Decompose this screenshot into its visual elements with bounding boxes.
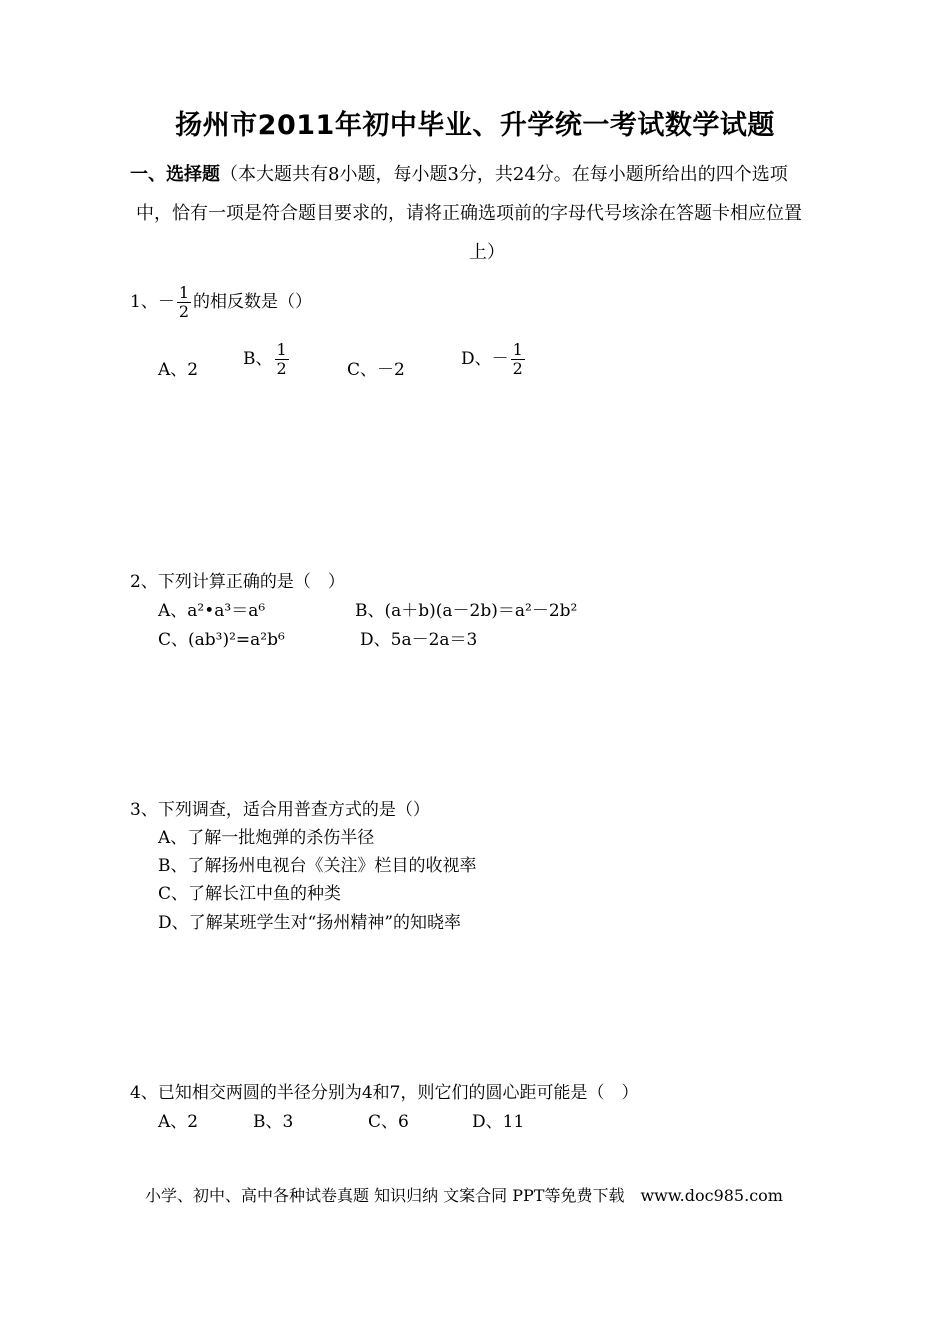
question-4-option-d: D、11 [472,1112,525,1132]
section-1-intro-line1 [130,155,788,194]
question-2-option-a: A、a²•a³＝a⁶ [158,601,266,621]
question-2-stem: 2、下列计算正确的是（ ） [130,572,345,592]
question-3-option-d: D、了解某班学生对“扬州精神”的知晓率 [158,913,462,933]
question-1-prefix: 1、－ [130,292,175,312]
question-4-option-b: B、3 [253,1112,294,1132]
fraction-numerator: 1 [512,340,523,359]
question-1-suffix: 的相反数是（） [193,292,313,312]
question-4-option-a: A、2 [158,1112,199,1132]
question-2-option-d: D、5a－2a＝3 [360,630,478,650]
fraction-one-half [275,341,289,378]
fraction-denominator: 2 [512,359,523,378]
section-1-instruction-part2: 中，恰有一项是符合题目要求的，请将正确选项前的字母代号垓涂在答题卡相应位置 [136,203,802,224]
question-3-option-c: C、了解长江中鱼的种类 [158,884,342,904]
fraction-one-half [177,284,191,321]
question-4-option-c: C、6 [368,1112,409,1132]
question-1-option-d [461,341,527,378]
option-d-label: D、－ [461,349,509,369]
question-1-stem [130,284,312,321]
fraction-denominator: 2 [178,302,190,321]
question-4-stem: 4、已知相交两圆的半径分别为4和7，则它们的圆心距可能是（ ） [130,1083,639,1103]
page-title: 扬州市2011年初中毕业、升学统一考试数学试题 [175,110,775,141]
question-1-option-c: C、－2 [347,360,405,380]
section-1-instruction-part1: （本大题共有8小题，每小题3分，共24分。在每小题所给出的四个选项 [220,164,788,185]
option-b-label: B、 [243,349,273,369]
fraction-one-half [511,341,525,378]
question-1-option-a: A、2 [158,360,199,380]
question-3-option-a: A、了解一批炮弹的杀伤半径 [158,828,375,848]
question-3-stem: 3、下列调查，适合用普查方式的是（） [130,800,430,820]
fraction-numerator: 1 [276,340,287,359]
question-1-option-b [243,341,291,378]
question-2-option-c: C、(ab³)²=a²b⁶ [158,630,285,650]
section-1-instruction-part3: 上） [469,242,505,263]
fraction-numerator: 1 [178,283,190,302]
footer-watermark: 小学、初中、高中各种试卷真题 知识归纳 文案合同 PPT等免费下载 www.doc985.com [145,1186,783,1205]
section-1-heading: 一、选择题 [130,164,220,185]
fraction-denominator: 2 [276,359,287,378]
question-3-option-b: B、了解扬州电视台《关注》栏目的收视率 [158,856,477,876]
question-2-option-b: B、(a＋b)(a－2b)＝a²－2b² [355,601,578,621]
